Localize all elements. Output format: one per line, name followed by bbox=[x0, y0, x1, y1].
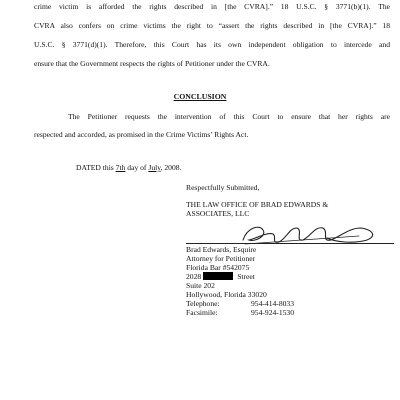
conclusion-line-1: The Petitioner requests the intervention of this Court to ensure that her rights are bbox=[68, 112, 390, 121]
facsimile-line bbox=[186, 308, 294, 317]
conclusion-heading: CONCLUSION bbox=[173, 92, 227, 101]
body-line-4: ensure that the Government respects the rights of Petitioner under the CVRA. bbox=[34, 59, 270, 68]
city-state-zip: Hollywood, Florida 33020 bbox=[186, 290, 267, 299]
firm-name-line-2: ASSOCIATES, LLC bbox=[186, 209, 250, 218]
telephone-label: Telephone: bbox=[186, 299, 220, 308]
facsimile-number: 954-924-1530 bbox=[251, 308, 295, 317]
closing-text: Respectfully Submitted, bbox=[186, 183, 260, 192]
telephone-number: 954-414-8033 bbox=[251, 299, 295, 308]
bar-number: Florida Bar #542075 bbox=[186, 263, 250, 272]
dated-prefix: DATED this bbox=[76, 163, 116, 172]
dated-line bbox=[76, 163, 181, 172]
handwritten-signature bbox=[237, 222, 387, 248]
street-number: 2028 bbox=[186, 272, 202, 281]
dated-middle: day of bbox=[125, 163, 149, 172]
conclusion-line-2: respected and accorded, as promised in the Crime Victims’ Rights Act. bbox=[34, 130, 249, 139]
dated-day: 7th bbox=[115, 163, 126, 172]
street-address bbox=[186, 272, 255, 281]
street-suffix: Street bbox=[237, 272, 255, 281]
facsimile-label: Facsimile: bbox=[186, 308, 218, 317]
signer-role: Attorney for Petitioner bbox=[186, 254, 256, 263]
dated-month: July bbox=[148, 163, 161, 172]
body-line-2: CVRA also confers on crime victims the right to “assert the rights described in [the CVRA].” 18 bbox=[34, 21, 390, 30]
telephone-line bbox=[186, 299, 294, 308]
body-line-1: crime victim is afforded the rights described in [the CVRA].” 18 U.S.C. § 3771(b)(1). The bbox=[34, 2, 390, 11]
redaction-bar bbox=[203, 272, 233, 280]
signer-name: Brad Edwards, Esquire bbox=[186, 245, 257, 254]
body-line-3: U.S.C. § 3771(d)(1). Therefore, this Court has its own independent obligation to intercede and bbox=[34, 40, 390, 49]
signature-line bbox=[186, 243, 394, 244]
suite: Suite 202 bbox=[186, 281, 215, 290]
dated-suffix: , 2008. bbox=[160, 163, 182, 172]
firm-name-line-1: THE LAW OFFICE OF BRAD EDWARDS & bbox=[186, 200, 329, 209]
